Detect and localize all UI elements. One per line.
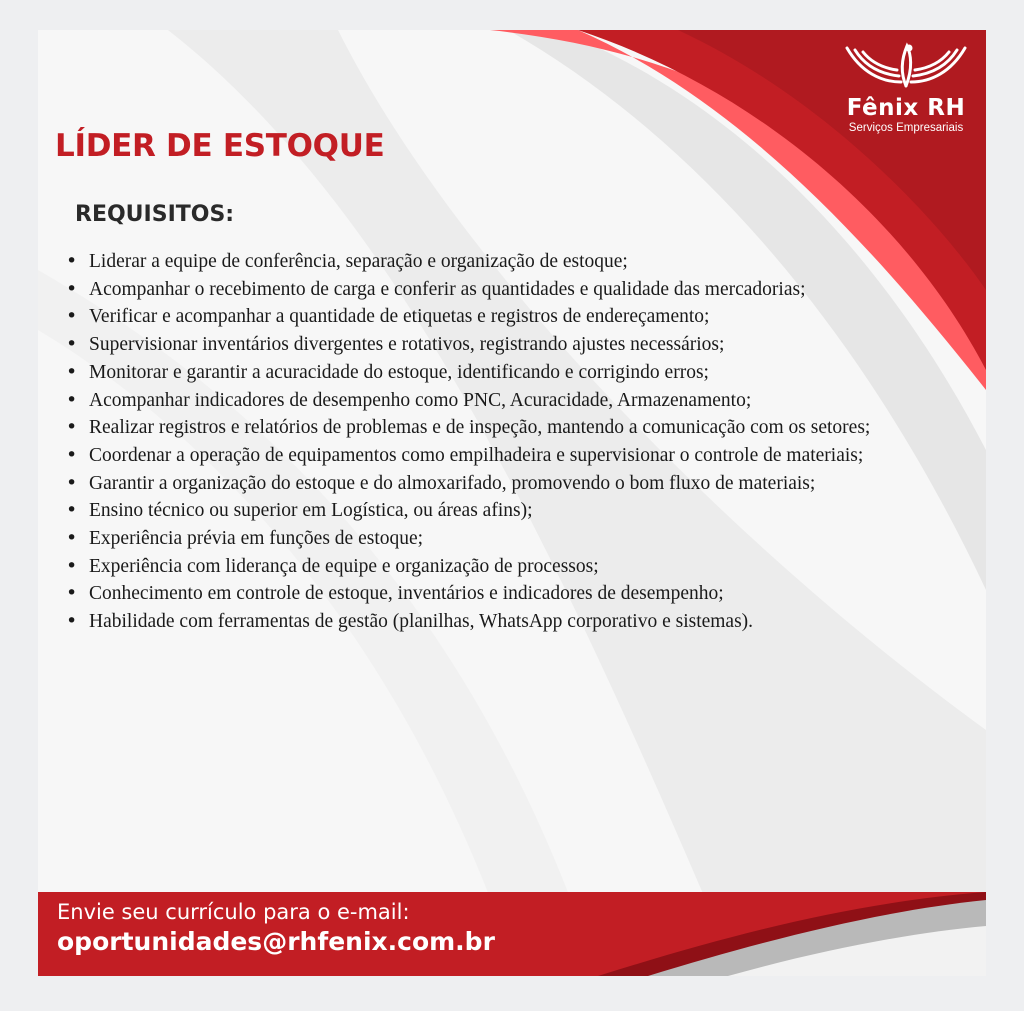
contact-email[interactable]: oportunidades@rhfenix.com.br (57, 927, 495, 956)
job-post-card (38, 30, 986, 976)
footer-instruction: Envie seu currículo para o e-mail: (57, 900, 410, 924)
requirements-list (64, 248, 969, 636)
list-item: • Coordenar a operação de equipamentos como empilhadeira e supervisionar o controle de materiais; (89, 442, 969, 470)
list-item: • Realizar registros e relatórios de problemas e de inspeção, mantendo a comunicação com os setores; (89, 414, 969, 442)
footer-banner (38, 892, 986, 976)
list-item: • Habilidade com ferramentas de gestão (planilhas, WhatsApp corporativo e sistemas). (89, 608, 969, 636)
list-item: • Conhecimento em controle de estoque, inventários e indicadores de desempenho; (89, 580, 969, 608)
list-item: • Experiência com liderança de equipe e organização de processos; (89, 553, 969, 581)
list-item: • Ensino técnico ou superior em Logística, ou áreas afins); (89, 497, 969, 525)
list-item: • Liderar a equipe de conferência, separação e organização de estoque; (89, 248, 969, 276)
requirements-heading: REQUISITOS: (75, 202, 235, 227)
brand-tagline: Serviços Empresariais (848, 122, 964, 134)
list-item: • Garantir a organização do estoque e do almoxarifado, promovendo o bom fluxo de materiais; (89, 470, 969, 498)
list-item: • Verificar e acompanhar a quantidade de etiquetas e registros de endereçamento; (89, 303, 969, 331)
list-item: • Monitorar e garantir a acuracidade do estoque, identificando e corrigindo erros; (89, 359, 969, 387)
list-item: • Supervisionar inventários divergentes e rotativos, registrando ajustes necessários; (89, 331, 969, 359)
brand-logo (836, 38, 976, 134)
list-item: • Acompanhar indicadores de desempenho como PNC, Acuracidade, Armazenamento; (89, 387, 969, 415)
brand-name: Fênix RH (846, 95, 966, 121)
phoenix-wings-icon (841, 38, 971, 92)
job-title: LÍDER DE ESTOQUE (55, 128, 385, 164)
footer-text (57, 900, 495, 956)
list-item: • Acompanhar o recebimento de carga e conferir as quantidades e qualidade das mercadorias; (89, 276, 969, 304)
list-item: • Experiência prévia em funções de estoque; (89, 525, 969, 553)
